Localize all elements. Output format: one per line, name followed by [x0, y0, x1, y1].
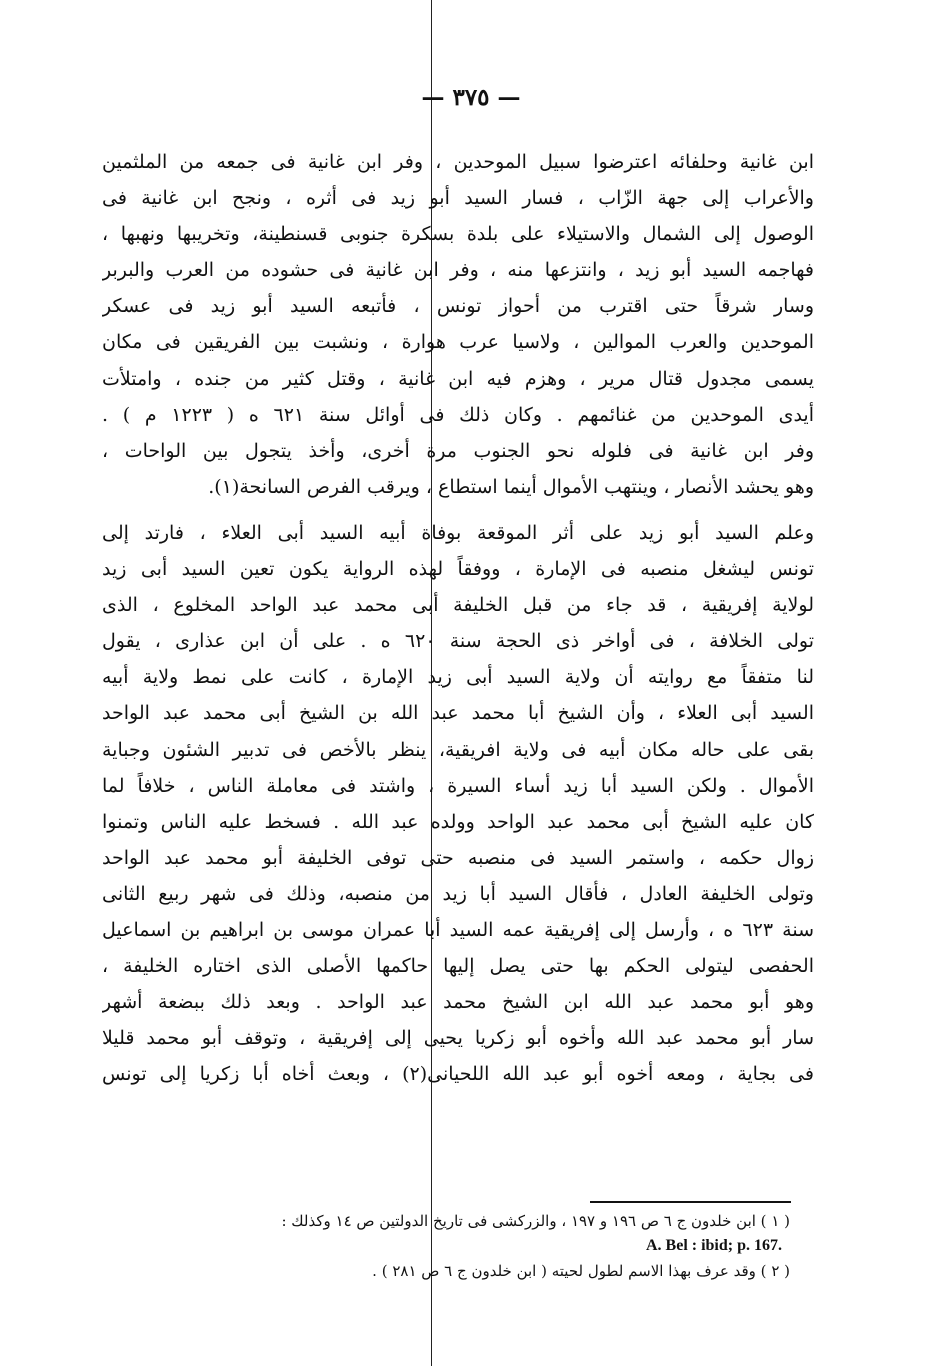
text-line: فى بجاية ، ومعه أخوه أبو عبد الله اللحيانى(٢) ، وبعث أخاه أبا زكريا إلى تونس — [102, 1063, 814, 1086]
text-line: الحفصى ليتولى الحكم بها حتى يصل إليها حاكمها الأصلى الذى اختاره الخليفة ، — [102, 955, 814, 978]
text-line: لولاية إفريقية ، قد جاء من قبل الخليفة أبى محمد عبد الواحد المخلوع ، الذى — [102, 594, 814, 617]
text-line: بقى على حاله مكان أبيه فى ولاية افريقية، ينظر بالأخص فى تدبير الشئون وجباية — [102, 738, 814, 761]
paragraph-1 — [102, 144, 814, 505]
text-line: فهاجمه السيد أبو زيد ، وانتزعها منه ، وفر ابن غانية فى حشوده من العرب والبربر — [102, 259, 814, 282]
paragraph-2 — [102, 515, 814, 1093]
text-line: وهو أبو محمد عبد الله ابن الشيخ محمد عبد الواحد . وبعد ذلك ببضعة أشهر — [102, 991, 814, 1014]
text-line: سار أبو محمد عبد الله وأخوه أبو زكريا يحيى إلى إفريقية ، وتوقف أبو محمد قليلا — [102, 1027, 814, 1050]
footnote-separator — [590, 1201, 791, 1203]
footnote-1: ( ١ ) ابن خلدون ج ٦ ص ١٩٦ و ١٩٧ ، والزركشى فى تاريخ الدولتين ص ١٤ وكذلك : — [281, 1212, 790, 1230]
text-line: زوال حكمه ، واستمر السيد فى منصبه حتى توفى الخليفة أبو محمد عبد الواحد — [102, 846, 814, 869]
text-line: الوصول إلى الشمال والاستيلاء على بلدة بسكرة جنوبى قسنطينة، وتخريبها ونهبها ، — [102, 223, 814, 246]
text-line: تولى الخلافة ، فى أواخر ذى الحجة سنة ٦٢٠ ه . على أن ابن عذارى ، يقول — [102, 630, 814, 653]
paragraph-gap — [102, 505, 814, 515]
text-line: ابن غانية وحلفائه اعترضوا سبيل الموحدين ، وفر ابن غانية فى جمعه من الملثمين — [102, 151, 814, 173]
text-line: كان عليه الشيخ أبى محمد عبد الواحد وولده عبد الله . فسخط عليه الناس وتمنوا — [102, 810, 814, 833]
text-line: وسار شرقاً حتى اقترب من أحواز تونس ، فأتبعه السيد أبو زيد فى عسكر — [102, 295, 814, 318]
page-number: — ٣٧٥ — — [421, 84, 521, 111]
text-line: وعلم السيد أبو زيد على أثر الموقعة بوفاة أبيه السيد أبى العلاء ، فارتد إلى — [102, 521, 814, 544]
text-line: تونس ليشغل منصبه فى الإمارة ، ووفقاً لهذه الرواية يكون تعين السيد أبى زيد — [102, 558, 814, 581]
text-line: يسمى مجدول قتال مرير ، وهزم فيه ابن غانية ، وقتل كثير من جنده ، وامتلأت — [102, 367, 814, 390]
text-line: وتولى الخليفة العادل ، فأقال السيد أبا زيد من منصبه، وذلك فى شهر ربيع الثانى — [102, 882, 814, 905]
text-line: السيد أبى العلاء ، وأن الشيخ أبا محمد عبد الله بن الشيخ أبى محمد عبد الواحد — [102, 702, 814, 725]
text-line: والأعراب إلى جهة الزّاب ، فسار السيد أبو زيد فى أثره ، ونجح ابن غانية فى — [102, 187, 814, 210]
text-line: الموحدين والعرب الموالين ، ولاسيا عرب هوارة ، ونشبت بين الفريقين فى مكان — [102, 331, 814, 354]
text-line: أيدى الموحدين من غنائمهم . وكان ذلك فى أوائل سنة ٦٢١ ه ( ١٢٢٣ م ) . — [102, 403, 814, 426]
footnotes — [118, 1208, 790, 1284]
footnote-2: ( ٢ ) وقد عرف بهذا الاسم لطول لحيته ( ابن خلدون ج ٦ ص ٢٨١ ) . — [372, 1262, 790, 1280]
text-line: سنة ٦٢٣ ه ، وأرسل إلى إفريقية عمه السيد أبا عمران موسى بن ابراهيم بن اسماعيل — [102, 918, 814, 941]
text-line: وهو يحشد الأنصار ، وينتهب الأموال أينما استطاع ، ويرقب الفرص السانحة(١). — [208, 475, 814, 498]
text-line: وفر ابن غانية فى فلوله نحو الجنوب مرة أخرى، وأخذ يتجول بين الواحات ، — [102, 439, 814, 462]
text-line: الأموال . ولكن السيد أبا زيد أساء السيرة ، واشتد فى معاملة الناس ، خلافاً لما — [102, 774, 814, 797]
text-line: لنا متفقاً مع روايته أن ولاية السيد أبى زيد الإمارة ، كانت على نمط ولاية أبيه — [102, 666, 814, 689]
footnote-1-latin-reference: A. Bel : ibid; p. 167. — [645, 1237, 782, 1254]
body-text — [102, 144, 814, 1092]
